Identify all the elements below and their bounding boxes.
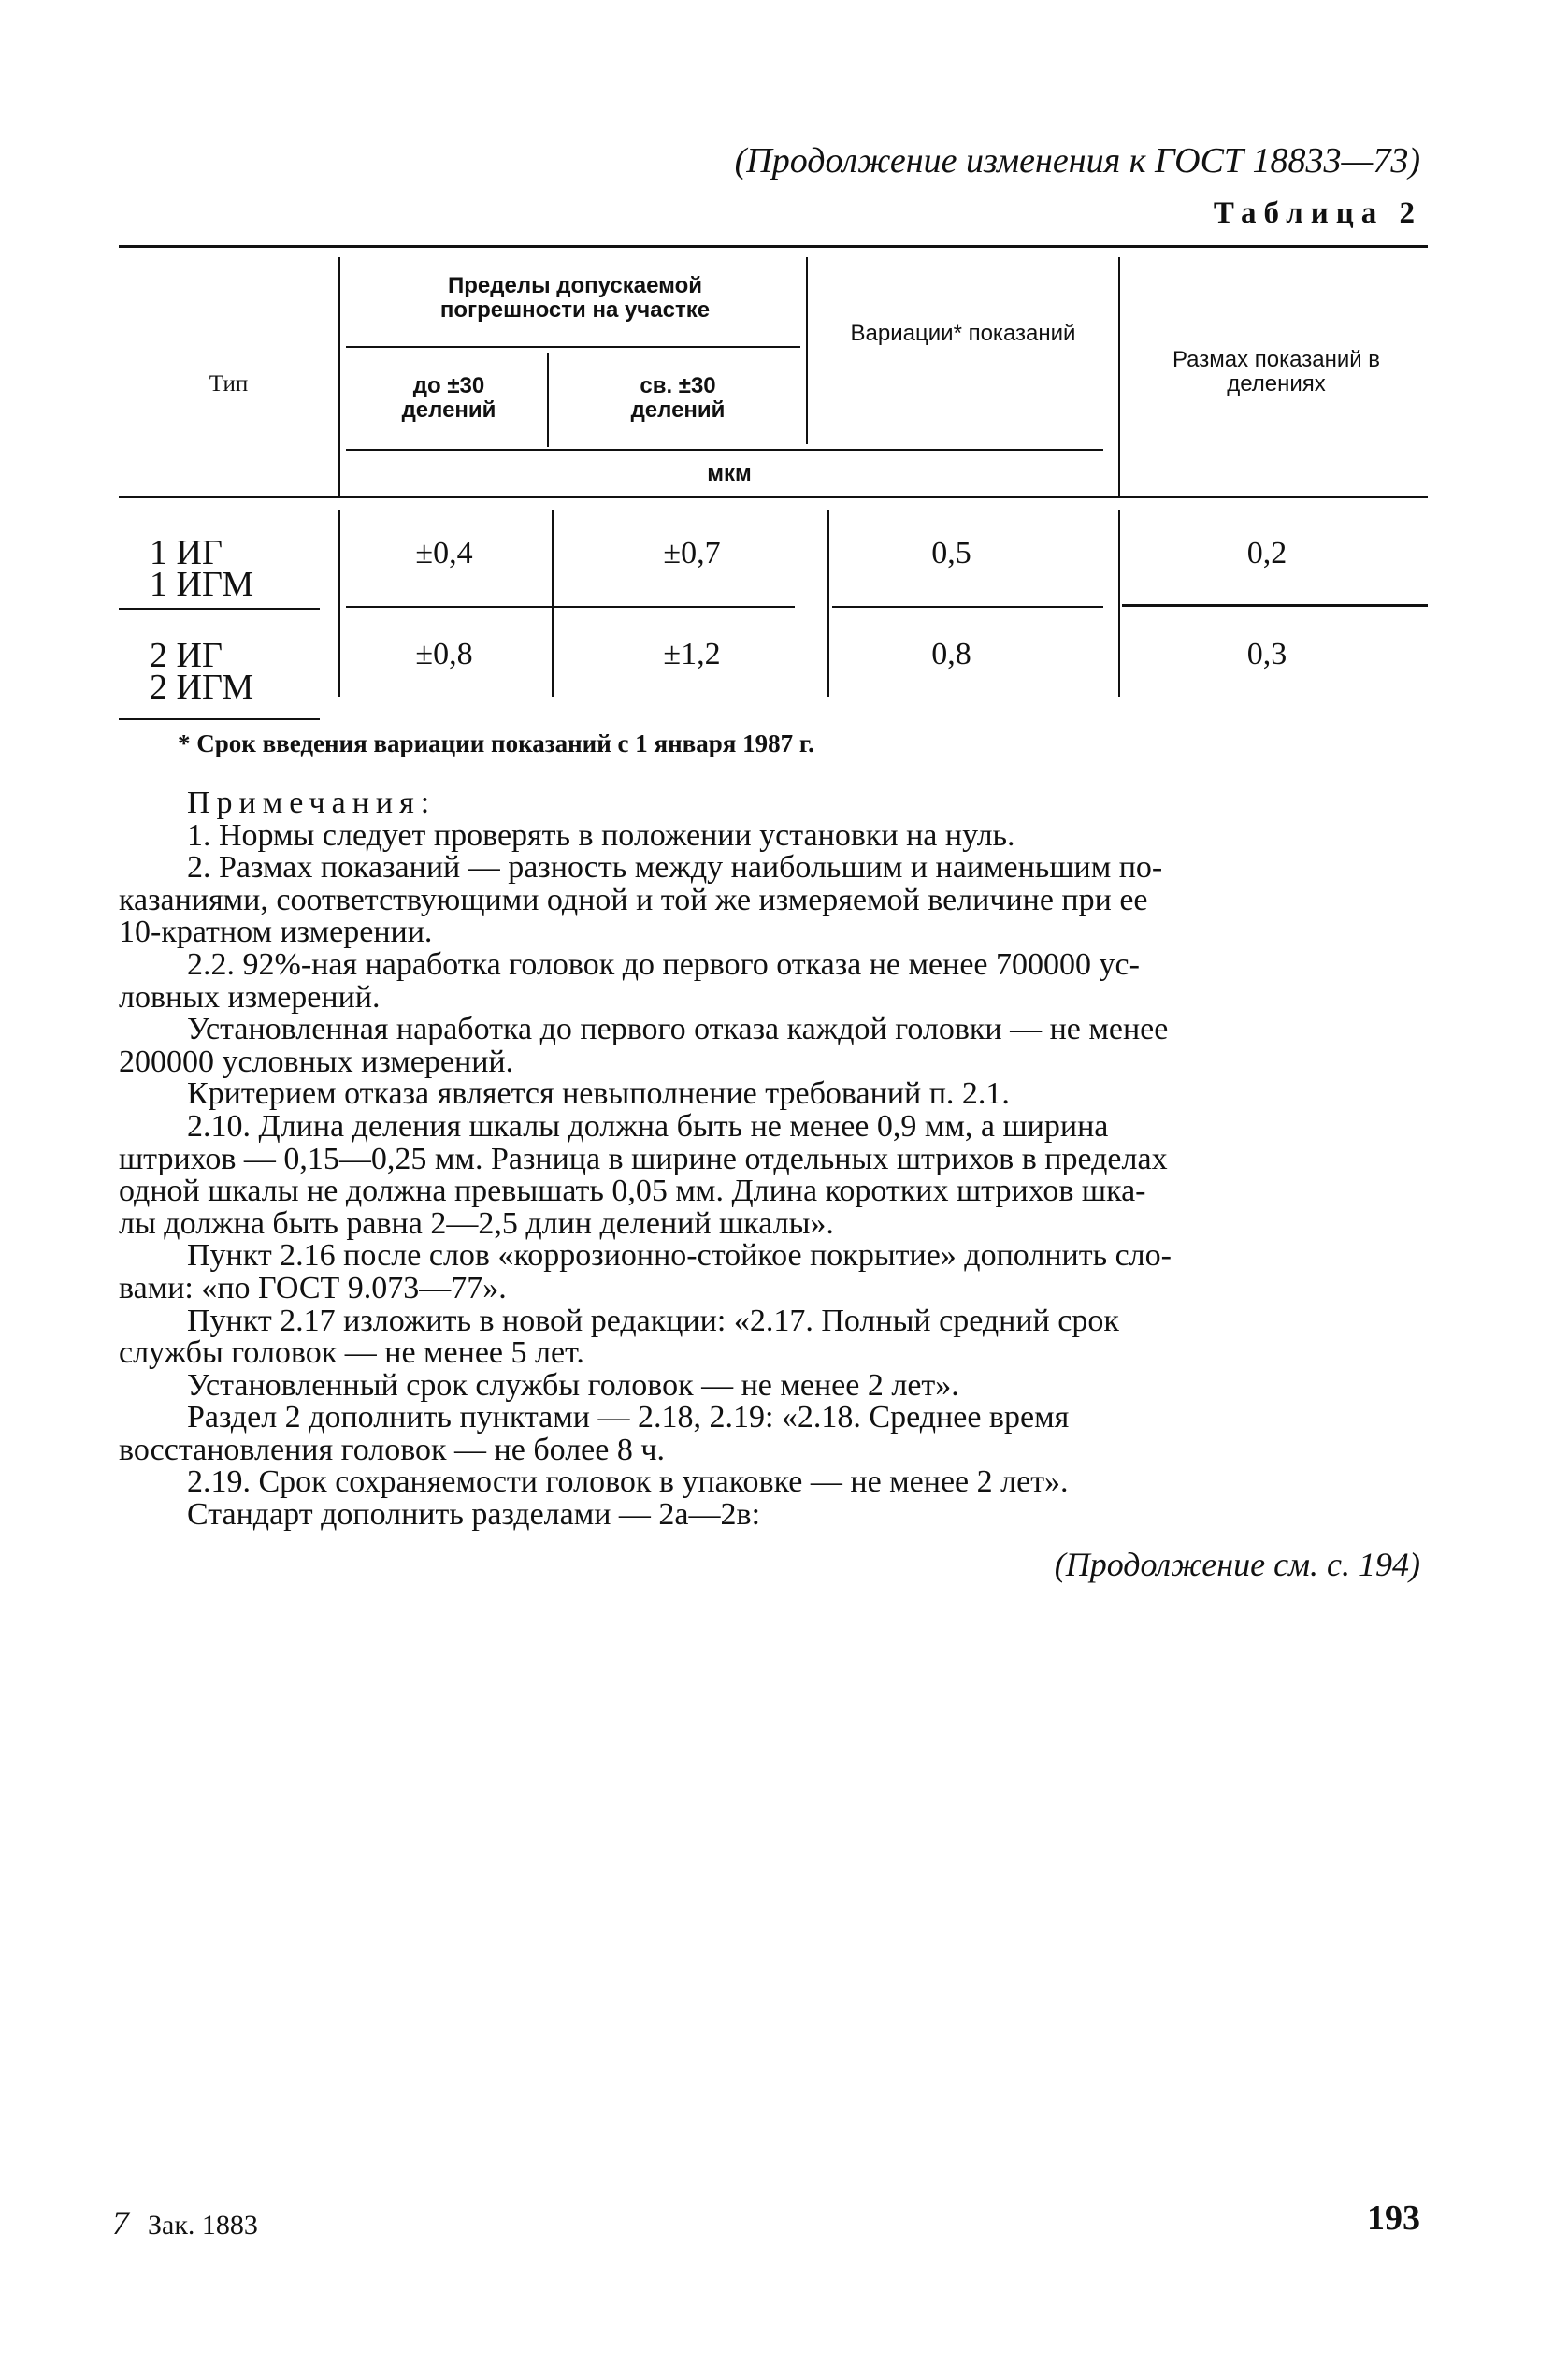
body-line: 2.19. Срок сохраняемости головок в упаковке — не менее 2 лет». — [187, 1464, 1069, 1500]
footer-order — [112, 2203, 258, 2242]
body-vline-4 — [1118, 510, 1120, 697]
body-line: Пункт 2.17 изложить в новой редакции: «2.17. Полный средний срок — [187, 1303, 1119, 1338]
body-vline-2 — [552, 510, 554, 697]
row1-upto30: ±0,4 — [415, 536, 473, 570]
continuation-header: (Продолжение изменения к ГОСТ 18833—73) — [734, 141, 1420, 180]
body-line: Установленный срок службы головок — не менее 2 лет». — [187, 1367, 959, 1403]
table-label: Таблица 2 — [1213, 196, 1422, 230]
body-line: Пункт 2.16 после слов «коррозионно-стойкое покрытие» дополнить сло- — [187, 1238, 1172, 1274]
body-line: лы должна быть равна 2—2,5 длин делений шкалы». — [119, 1205, 834, 1241]
body-line: Раздел 2 дополнить пунктами — 2.18, 2.19: «2.18. Среднее время — [187, 1400, 1070, 1435]
body-line: 200000 условных измерений. — [119, 1044, 514, 1079]
body-vline-3 — [827, 510, 829, 697]
header-variation: Вариации* показаний — [850, 321, 1076, 346]
table-top-rule — [119, 245, 1428, 248]
row2-type1: 2 ИГ — [150, 636, 223, 675]
body-line: 2.2. 92%-ная наработка головок до первого отказа не менее 700000 ус- — [187, 946, 1140, 982]
continuation-footer: (Продолжение см. с. 194) — [1054, 1546, 1420, 1583]
body-line: казаниями, соответствующими одной и той же измеряемой величине при ее — [119, 882, 1148, 917]
vline-4 — [1118, 257, 1120, 496]
row-rule-type — [119, 608, 320, 610]
subhead-rule — [346, 346, 800, 348]
row1-variation: 0,5 — [931, 536, 971, 570]
header-type: Тип — [209, 371, 249, 396]
header-limits: Пределы допускаемой погрешности на участке — [439, 273, 711, 323]
row-rule-variation — [832, 606, 1103, 608]
vline-1 — [338, 257, 340, 496]
notes-title: Примечания: — [187, 786, 437, 820]
body-line: одной шкалы не должна превышать 0,05 мм. Длина коротких штрихов шка- — [119, 1174, 1146, 1209]
table-footnote: * Срок введения вариации показаний с 1 января 1987 г. — [178, 729, 814, 757]
body-line: 2.10. Длина деления шкалы должна быть не менее 0,9 мм, а ширина — [187, 1108, 1109, 1144]
row-rule-values — [346, 606, 795, 608]
footer-mark: 7 — [112, 2204, 129, 2241]
body-line: вами: «по ГОСТ 9.073—77». — [119, 1270, 507, 1305]
row2-type2: 2 ИГМ — [150, 668, 254, 707]
row1-type2: 1 ИГМ — [150, 565, 254, 604]
header-sub-upto30: до ±30 делений — [401, 373, 496, 423]
page-number: 193 — [1367, 2198, 1420, 2238]
table-header-rule — [119, 496, 1428, 498]
body-vline-1 — [338, 510, 340, 697]
body-line: штрихов — 0,15—0,25 мм. Разница в ширине отдельных штрихов в пределах — [119, 1141, 1168, 1176]
body-line: Установленная наработка до первого отказа каждой головки — не менее — [187, 1012, 1169, 1047]
row1-type1: 1 ИГ — [150, 533, 223, 572]
header-range: Размах показаний в делениях — [1172, 347, 1381, 396]
header-sub-over30: св. ±30 делений — [630, 373, 726, 423]
row2-upto30: ±0,8 — [415, 637, 473, 671]
row2-variation: 0,8 — [931, 637, 971, 671]
vline-2 — [547, 353, 549, 447]
row1-range: 0,2 — [1246, 536, 1287, 570]
unit-rule — [346, 449, 1103, 451]
body-line: 1. Нормы следует проверять в положении установки на нуль. — [187, 817, 1015, 853]
body-line: службы головок — не менее 5 лет. — [119, 1335, 584, 1371]
vline-3 — [806, 257, 808, 444]
row1-over30: ±0,7 — [663, 536, 721, 570]
body-line: 2. Размах показаний — разность между наибольшим и наименьшим по- — [187, 850, 1163, 886]
body-line: восстановления головок — не более 8 ч. — [119, 1432, 665, 1467]
body-line: Стандарт дополнить разделами — 2а—2в: — [187, 1497, 761, 1533]
header-unit: мкм — [707, 461, 752, 486]
row2-over30: ±1,2 — [663, 637, 721, 671]
row-rule-bottom — [119, 718, 320, 720]
footer-order-text: Зак. 1883 — [148, 2210, 258, 2241]
body-line: ловных измерений. — [119, 979, 381, 1015]
body-line: 10-кратном измерении. — [119, 915, 433, 950]
body-text — [119, 787, 1428, 1532]
row2-range: 0,3 — [1246, 637, 1287, 671]
row-rule-range — [1122, 604, 1428, 607]
body-line: Критерием отказа является невыполнение требований п. 2.1. — [187, 1076, 1010, 1112]
